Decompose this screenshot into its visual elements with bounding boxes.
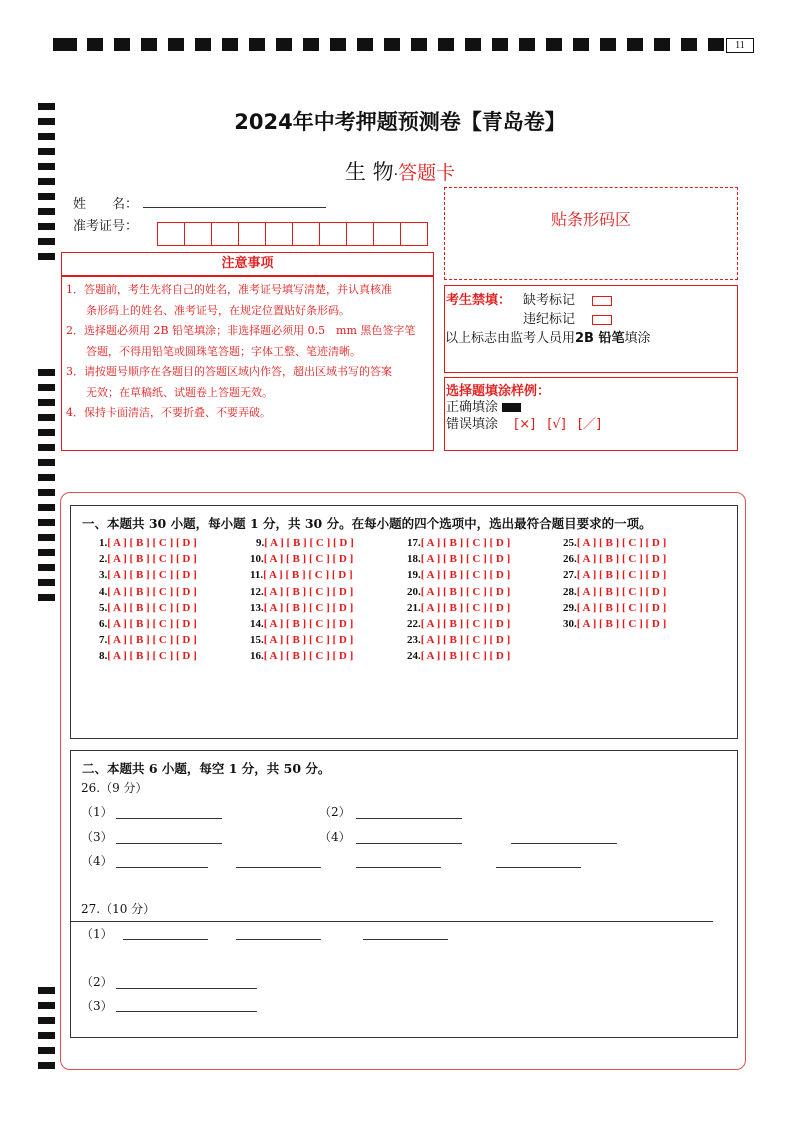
- timing-mark: [222, 38, 238, 51]
- mcq-options[interactable]: [ A ] [ B ] [ C ] [ D ]: [263, 650, 354, 663]
- exam-status-box: [444, 285, 738, 373]
- mcq-question[interactable]: [99, 553, 197, 565]
- mcq-question[interactable]: [99, 569, 197, 581]
- mcq-question[interactable]: [407, 634, 510, 646]
- mcq-question-number: 24.: [407, 650, 421, 663]
- violation-mark-box[interactable]: [592, 315, 612, 325]
- timing-mark: [654, 38, 670, 51]
- mcq-question-number: 25.: [563, 537, 577, 549]
- id-digit-cell[interactable]: [158, 223, 185, 245]
- mcq-question-number: 12.: [250, 585, 264, 598]
- timing-mark: [38, 444, 55, 451]
- absent-mark-label: 缺考标记: [523, 293, 576, 308]
- fill-example-box: [444, 377, 738, 451]
- q27-p1-label: （1）: [81, 927, 113, 941]
- timing-mark: [38, 1032, 55, 1039]
- wrong-mark-slash: [／]: [577, 417, 602, 432]
- mcq-question[interactable]: [250, 634, 353, 646]
- timing-mark: [38, 429, 55, 436]
- barcode-area: [444, 187, 738, 280]
- mcq-question[interactable]: [407, 650, 510, 662]
- timing-mark: [38, 1017, 55, 1024]
- q26-blank[interactable]: [356, 867, 441, 868]
- q27-label: 27.（10 分）: [81, 902, 156, 916]
- notice-item: 答题，不得用铅笔或圆珠笔答题；字体工整、笔迹清晰。: [86, 344, 361, 358]
- timing-mark: [519, 38, 535, 51]
- mcq-question[interactable]: [250, 569, 353, 581]
- mcq-question-number: 1.: [99, 537, 108, 549]
- timing-mark: [38, 1062, 55, 1069]
- mcq-options[interactable]: [ A ] [ B ] [ C ] [ D ]: [107, 650, 197, 663]
- q26-p1-label: （1）: [81, 805, 113, 819]
- mcq-options[interactable]: [ A ] [ B ] [ C ] [ D ]: [420, 650, 511, 663]
- id-label: 准考证号：: [73, 219, 139, 234]
- mcq-options[interactable]: [ A ] [ B ] [ C ] [ D ]: [576, 618, 667, 630]
- mcq-options[interactable]: [ A ] [ B ] [ C ] [ D ]: [576, 553, 667, 566]
- q27-p2-label: （2）: [81, 975, 113, 989]
- mcq-options[interactable]: [ A ] [ B ] [ C ] [ D ]: [107, 553, 197, 566]
- mcq-question-number: 30.: [563, 618, 577, 630]
- timing-mark: [87, 38, 103, 51]
- timing-mark: [38, 253, 55, 260]
- q27-divider: [71, 921, 713, 922]
- mcq-question[interactable]: [407, 618, 510, 630]
- mcq-question-number: 14.: [250, 618, 264, 630]
- status-heading: 考生禁填：: [446, 293, 512, 308]
- mcq-question[interactable]: [250, 586, 353, 598]
- mcq-question[interactable]: [250, 602, 353, 614]
- subject-separator: ·: [393, 167, 399, 183]
- timing-mark: [38, 238, 55, 245]
- mcq-question-number: 16.: [250, 650, 264, 663]
- mcq-question-number: 27.: [563, 569, 577, 582]
- mcq-question[interactable]: [563, 569, 666, 581]
- mcq-options[interactable]: [ A ] [ B ] [ C ] [ D ]: [107, 618, 197, 630]
- id-digit-cell[interactable]: [185, 223, 212, 245]
- q26-p3-label: （3）: [81, 830, 113, 844]
- mcq-question[interactable]: [99, 537, 197, 549]
- mcq-question[interactable]: [256, 537, 354, 549]
- mcq-question[interactable]: [407, 602, 510, 614]
- card-label: 答题卡: [398, 162, 456, 184]
- id-digit-cell[interactable]: [239, 223, 266, 245]
- mcq-options[interactable]: [ A ] [ B ] [ C ] [ D ]: [420, 585, 511, 598]
- notice-item: 1．答题前，考生先将自己的姓名，准考证号填写清楚，并认真核准: [66, 283, 392, 296]
- notice-heading: 注意事项: [221, 256, 274, 271]
- id-digit-cell[interactable]: [401, 223, 427, 245]
- mcq-options[interactable]: [ A ] [ B ] [ C ] [ D ]: [420, 537, 511, 549]
- mcq-options[interactable]: [ A ] [ B ] [ C ] [ D ]: [263, 569, 353, 582]
- mcq-options[interactable]: [ A ] [ B ] [ C ] [ D ]: [576, 537, 667, 549]
- q27-p3-label: （3）: [81, 999, 113, 1013]
- correct-fill-row: 正确填涂: [446, 396, 521, 415]
- q26-p4-label: （4）: [319, 830, 351, 844]
- mcq-question-number: 2.: [99, 553, 108, 566]
- q26-p2-blank[interactable]: [356, 818, 462, 819]
- name-label: 姓 名：: [73, 197, 139, 212]
- mcq-options[interactable]: [ A ] [ B ] [ C ] [ D ]: [420, 618, 511, 630]
- timing-mark: [38, 414, 55, 421]
- mcq-options[interactable]: [ A ] [ B ] [ C ] [ D ]: [263, 585, 354, 598]
- id-digit-cell[interactable]: [347, 223, 374, 245]
- mcq-question-number: 8.: [99, 650, 108, 663]
- mcq-question[interactable]: [250, 553, 353, 565]
- mcq-question[interactable]: [250, 618, 353, 630]
- name-field[interactable]: [143, 207, 326, 208]
- timing-mark: [438, 38, 454, 51]
- mcq-question[interactable]: [407, 537, 510, 549]
- section1-box: [70, 505, 738, 739]
- mcq-options[interactable]: [ A ] [ B ] [ C ] [ D ]: [420, 569, 511, 582]
- mcq-options[interactable]: [ A ] [ B ] [ C ] [ D ]: [263, 553, 354, 566]
- mcq-options[interactable]: [ A ] [ B ] [ C ] [ D ]: [576, 585, 667, 598]
- q27-p1-blank[interactable]: [236, 939, 321, 940]
- section1-title: 一、本题共 30 小题，每小题 1 分，共 30 分。在每小题的四个选项中，选出最符合题目要求的一项。: [82, 516, 652, 531]
- status-note: 以上标志由监考人员用2B 铅笔填涂: [445, 331, 651, 346]
- mcq-question[interactable]: [563, 537, 666, 549]
- mcq-options[interactable]: [ A ] [ B ] [ C ] [ D ]: [263, 634, 354, 647]
- timing-mark: [38, 489, 55, 496]
- violation-mark-row: [523, 308, 612, 327]
- mcq-question-number: 18.: [407, 553, 421, 566]
- q26-blank[interactable]: [496, 867, 581, 868]
- timing-mark: [303, 38, 319, 51]
- timing-mark: [38, 1047, 55, 1054]
- timing-mark: [38, 193, 55, 200]
- notice-item: 4．保持卡面清洁，不要折叠、不要弄破。: [66, 406, 271, 419]
- mcq-options[interactable]: [ A ] [ B ] [ C ] [ D ]: [420, 601, 511, 614]
- q27-p1-blank[interactable]: [363, 939, 448, 940]
- mcq-question-number: 17.: [407, 537, 421, 549]
- timing-mark: [38, 474, 55, 481]
- q26-blank[interactable]: [116, 867, 208, 868]
- q27-p1-blank[interactable]: [123, 939, 208, 940]
- mcq-question-number: 7.: [99, 634, 108, 647]
- timing-mark: [38, 1002, 55, 1009]
- q27-p2-blank[interactable]: [116, 988, 257, 989]
- notice-item: 2．选择题必须用 2B 铅笔填涂；非选择题必须用 0.5 mm 黑色签字笔: [66, 324, 416, 337]
- timing-mark: [38, 594, 55, 601]
- page-title: 2024年中考押题预测卷【青岛卷】: [234, 110, 566, 134]
- timing-mark: [357, 38, 373, 51]
- timing-mark: [38, 384, 55, 391]
- mcq-question-number: 19.: [407, 569, 421, 582]
- mcq-question[interactable]: [563, 553, 666, 565]
- id-number-grid[interactable]: [157, 222, 428, 246]
- mcq-options[interactable]: [ A ] [ B ] [ C ] [ D ]: [264, 537, 354, 549]
- notice-item: 无效；在草稿纸、试题卷上答题无效。: [86, 385, 273, 399]
- q27-p3-blank[interactable]: [116, 1011, 257, 1012]
- q26-p4-row-label: （4）: [81, 854, 113, 868]
- absent-mark-box[interactable]: [592, 296, 612, 306]
- timing-mark: [573, 38, 589, 51]
- mcq-question-number: 13.: [250, 601, 264, 614]
- timing-mark: [38, 399, 55, 406]
- mcq-question-number: 4.: [99, 585, 108, 598]
- filled-mark-icon: [502, 403, 521, 412]
- notice-item: 条形码上的姓名、准考证号，在规定位置贴好条形码。: [86, 303, 350, 317]
- wrong-fill-row: 错误填涂 [×] [√] [／]: [446, 417, 602, 432]
- timing-mark: [38, 987, 55, 994]
- timing-mark: [38, 519, 55, 526]
- timing-mark: [38, 549, 55, 556]
- q26-blank[interactable]: [236, 867, 321, 868]
- timing-mark: [38, 564, 55, 571]
- mcq-options[interactable]: [ A ] [ B ] [ C ] [ D ]: [576, 601, 667, 614]
- q26-p4a-blank[interactable]: [356, 843, 462, 844]
- mcq-question-number: 3.: [99, 569, 108, 582]
- mcq-options[interactable]: [ A ] [ B ] [ C ] [ D ]: [263, 601, 354, 614]
- id-digit-cell[interactable]: [212, 223, 239, 245]
- mcq-options[interactable]: [ A ] [ B ] [ C ] [ D ]: [107, 585, 197, 598]
- timing-mark: [546, 38, 562, 51]
- id-digit-cell[interactable]: [293, 223, 320, 245]
- timing-mark: [276, 38, 292, 51]
- page-number: 11: [726, 38, 754, 53]
- timing-mark: [627, 38, 643, 51]
- mcq-question-number: 21.: [407, 601, 421, 614]
- mcq-question[interactable]: [99, 650, 197, 662]
- timing-mark: [411, 38, 427, 51]
- timing-mark: [38, 579, 55, 586]
- mcq-question-number: 22.: [407, 618, 421, 630]
- timing-mark: [38, 534, 55, 541]
- absent-mark-row: [523, 289, 612, 308]
- timing-mark: [141, 38, 157, 51]
- mcq-question-number: 28.: [563, 585, 577, 598]
- id-digit-cell[interactable]: [374, 223, 401, 245]
- timing-mark: [38, 208, 55, 215]
- mcq-question[interactable]: [407, 586, 510, 598]
- mcq-options[interactable]: [ A ] [ B ] [ C ] [ D ]: [107, 634, 197, 647]
- q26-label: 26.（9 分）: [81, 781, 148, 795]
- timing-mark: [38, 459, 55, 466]
- q26-p3-blank[interactable]: [116, 843, 222, 844]
- violation-mark-label: 违纪标记: [523, 312, 576, 327]
- timing-mark: [38, 223, 55, 230]
- notice-header: [61, 252, 434, 276]
- timing-mark: [38, 369, 55, 376]
- wrong-mark-cross: [×]: [514, 417, 536, 432]
- timing-mark: [114, 38, 130, 51]
- mcq-question[interactable]: [99, 634, 197, 646]
- q26-p2-label: （2）: [319, 805, 351, 819]
- mcq-question-number: 15.: [250, 634, 264, 647]
- section2-title: 二、本题共 6 小题，每空 1 分，共 50 分。: [82, 761, 331, 776]
- wrong-mark-check: [√]: [547, 417, 566, 432]
- mcq-question[interactable]: [407, 569, 510, 581]
- mcq-question[interactable]: [563, 602, 666, 614]
- timing-mark: [195, 38, 211, 51]
- id-digit-cell[interactable]: [320, 223, 347, 245]
- mcq-question-number: 9.: [256, 537, 265, 549]
- notice-box: [61, 276, 434, 451]
- timing-mark: [330, 38, 346, 51]
- notice-list: [66, 280, 415, 424]
- top-timing-marks: [53, 38, 753, 52]
- mcq-options[interactable]: [ A ] [ B ] [ C ] [ D ]: [107, 537, 197, 549]
- mcq-question-number: 11.: [250, 569, 264, 582]
- q26-p1-blank[interactable]: [116, 818, 222, 819]
- q26-p4b-blank[interactable]: [511, 843, 617, 844]
- timing-mark: [681, 38, 697, 51]
- id-digit-cell[interactable]: [266, 223, 293, 245]
- mcq-options[interactable]: [ A ] [ B ] [ C ] [ D ]: [107, 569, 197, 582]
- mcq-question-number: 29.: [563, 601, 577, 614]
- mcq-question[interactable]: [99, 618, 197, 630]
- timing-mark: [465, 38, 481, 51]
- mcq-question[interactable]: [99, 586, 197, 598]
- mcq-question[interactable]: [563, 586, 666, 598]
- mcq-question-number: 26.: [563, 553, 577, 566]
- timing-mark: [384, 38, 400, 51]
- mcq-question-number: 5.: [99, 601, 108, 614]
- timing-mark: [600, 38, 616, 51]
- notice-item: 3．请按题号顺序在各题目的答题区域内作答，超出区域书写的答案: [66, 365, 392, 378]
- page-subtitle: [0, 156, 800, 186]
- mcq-options[interactable]: [ A ] [ B ] [ C ] [ D ]: [107, 601, 197, 614]
- timing-mark: [708, 38, 724, 51]
- timing-mark: [38, 148, 55, 155]
- timing-mark: [168, 38, 184, 51]
- timing-mark: [53, 38, 77, 51]
- mcq-question[interactable]: [250, 650, 353, 662]
- mcq-options[interactable]: [ A ] [ B ] [ C ] [ D ]: [576, 569, 667, 582]
- fill-example-heading: 选择题填涂样例：: [446, 384, 551, 399]
- subject-name: 生 物: [344, 160, 394, 184]
- mcq-question-number: 6.: [99, 618, 108, 630]
- mcq-options[interactable]: [ A ] [ B ] [ C ] [ D ]: [420, 553, 511, 566]
- mcq-question[interactable]: [99, 602, 197, 614]
- timing-mark: [249, 38, 265, 51]
- mcq-question-number: 20.: [407, 585, 421, 598]
- mcq-question-number: 23.: [407, 634, 421, 647]
- section2-box: [70, 750, 738, 1038]
- mcq-options[interactable]: [ A ] [ B ] [ C ] [ D ]: [420, 634, 511, 647]
- mcq-options[interactable]: [ A ] [ B ] [ C ] [ D ]: [263, 618, 354, 630]
- timing-mark: [492, 38, 508, 51]
- timing-mark: [38, 504, 55, 511]
- barcode-label: 贴条形码区: [550, 210, 631, 229]
- mcq-question[interactable]: [407, 553, 510, 565]
- mcq-question[interactable]: [563, 618, 666, 630]
- mcq-question-number: 10.: [250, 553, 264, 566]
